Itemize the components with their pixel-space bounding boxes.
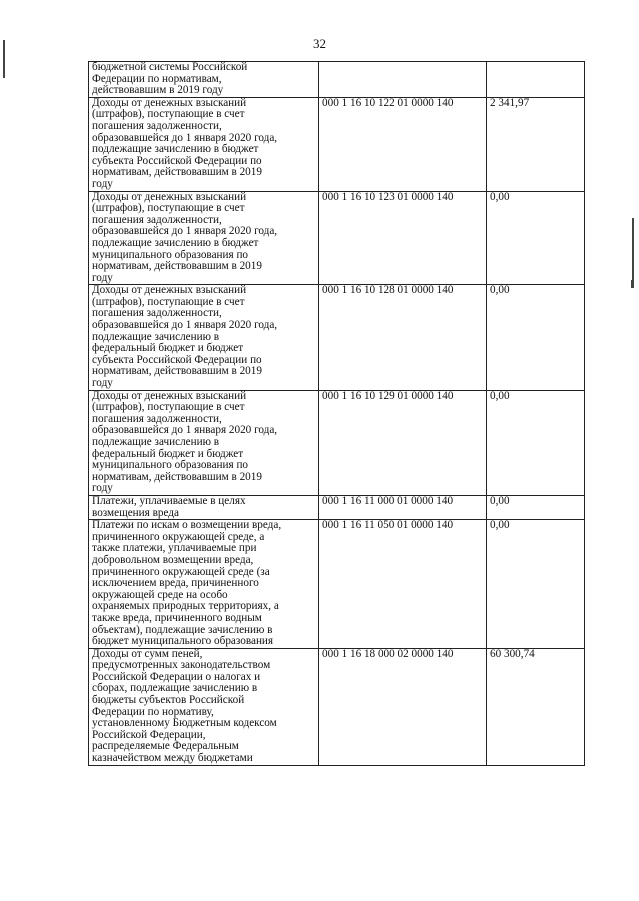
description-line: образовавшейся до 1 января 2020 года, <box>92 424 278 437</box>
description-line: нормативам, действовавшим в 2019 <box>92 365 262 378</box>
description-line: Доходы от денежных взысканий <box>92 97 247 109</box>
revenue-description-cell <box>89 97 319 191</box>
description-line: исключением вреда, причиненного <box>92 577 259 590</box>
revenue-description-cell <box>89 191 319 285</box>
description-line: образовавшейся до 1 января 2020 года, <box>92 131 278 144</box>
description-line: нормативам, действовавшим в 2019 <box>92 260 262 273</box>
description-line: казначейством между бюджетами <box>92 752 253 765</box>
revenue-description-cell <box>89 285 319 390</box>
budget-code-cell: 000 1 16 10 128 01 0000 140 <box>319 285 487 390</box>
scan-edge-mark <box>631 280 633 288</box>
description-line: погашения задолженности, <box>92 119 222 132</box>
description-line: предусмотренных законодательством <box>92 659 271 672</box>
description-line: году <box>92 271 113 284</box>
description-line: нормативам, действовавшим в 2019 <box>92 166 262 179</box>
amount-cell: 0,00 <box>487 285 585 390</box>
description-line: году <box>92 482 113 495</box>
revenue-description-cell <box>89 648 319 765</box>
description-line: Федерации по нормативу, <box>92 705 214 718</box>
description-line: погашения задолженности, <box>92 307 222 320</box>
description-line: погашения задолженности, <box>92 213 222 226</box>
scan-edge-mark <box>632 218 634 288</box>
amount-cell: 0,00 <box>487 390 585 495</box>
amount-cell: 0,00 <box>487 520 585 649</box>
revenue-description-cell <box>89 495 319 519</box>
table-row <box>89 191 585 285</box>
budget-code-cell: 000 1 16 11 050 01 0000 140 <box>319 520 487 649</box>
description-line: бюджет муниципального образования <box>92 635 274 648</box>
description-line: (штрафов), поступающие в счет <box>92 295 245 308</box>
description-line: (штрафов), поступающие в счет <box>92 202 245 215</box>
description-line: установленному Бюджетным кодексом <box>92 717 277 730</box>
revenue-description-cell <box>89 62 319 98</box>
description-line: причиненного окружающей среде (за <box>92 565 270 578</box>
amount-cell <box>487 62 585 98</box>
description-line: Российской Федерации о налогах и <box>92 670 261 683</box>
description-line: причиненного окружающей среде, а <box>92 530 265 543</box>
description-line: Платежи по искам о возмещении вреда, <box>92 519 282 532</box>
description-line: также платежи, уплачиваемые при <box>92 542 257 555</box>
revenue-description-cell <box>89 520 319 649</box>
description-line: также вреда, причиненного водным <box>92 611 262 624</box>
description-line: Доходы от сумм пеней, <box>92 648 203 660</box>
budget-code-cell: 000 1 16 10 129 01 0000 140 <box>319 390 487 495</box>
page-number: 32 <box>313 36 326 51</box>
table-row <box>89 390 585 495</box>
budget-code-cell <box>319 62 487 98</box>
description-line: подлежащие зачислению в бюджет <box>92 236 259 249</box>
amount-cell: 0,00 <box>487 495 585 519</box>
description-line: (штрафов), поступающие в счет <box>92 401 245 414</box>
description-line: охраняемых природных территориях, а <box>92 600 279 613</box>
description-line: Доходы от денежных взысканий <box>92 284 247 297</box>
table-row <box>89 97 585 191</box>
amount-cell: 0,00 <box>487 191 585 285</box>
amount-cell: 2 341,97 <box>487 97 585 191</box>
description-line: подлежащие зачислению в <box>92 436 220 448</box>
description-line: нормативам, действовавшим в 2019 <box>92 470 262 483</box>
description-line: действовавшим в 2019 году <box>92 84 224 97</box>
budget-code-cell: 000 1 16 11 000 01 0000 140 <box>319 495 487 519</box>
budget-code-cell: 000 1 16 18 000 02 0000 140 <box>319 648 487 765</box>
description-line: распределяемые Федеральным <box>92 740 239 753</box>
description-line: субъекта Российской Федерации по <box>92 154 262 167</box>
description-line: муниципального образования по <box>92 459 249 472</box>
description-line: образовавшейся до 1 января 2020 года, <box>92 319 278 332</box>
revenue-table <box>88 61 585 766</box>
budget-code-cell: 000 1 16 10 122 01 0000 140 <box>319 97 487 191</box>
description-line: году <box>92 177 113 190</box>
description-line: добровольном возмещении вреда, <box>92 553 254 566</box>
description-line: подлежащие зачислению в бюджет <box>92 143 259 156</box>
description-line: возмещения вреда <box>92 506 179 519</box>
description-line: федеральный бюджет и бюджет <box>92 447 244 460</box>
budget-code-cell: 000 1 16 10 123 01 0000 140 <box>319 191 487 285</box>
table-row <box>89 62 585 98</box>
table-row <box>89 285 585 390</box>
revenue-description-cell <box>89 390 319 495</box>
description-line: субъекта Российской Федерации по <box>92 353 262 366</box>
table-row <box>89 648 585 765</box>
description-line: Платежи, уплачиваемые в целях <box>92 495 246 507</box>
description-line: Доходы от денежных взысканий <box>92 191 247 203</box>
description-line: бюджетной системы Российской <box>92 61 248 73</box>
table-row <box>89 520 585 649</box>
description-line: образовавшейся до 1 января 2020 года, <box>92 225 278 238</box>
description-line: году <box>92 377 113 390</box>
amount-cell: 60 300,74 <box>487 648 585 765</box>
description-line: окружающей среде на особо <box>92 588 228 601</box>
description-line: подлежащие зачислению в <box>92 330 220 343</box>
description-line: объектам), подлежащие зачислению в <box>92 623 273 636</box>
description-line: бюджеты субъектов Российской <box>92 694 245 707</box>
table-row <box>89 495 585 519</box>
description-line: (штрафов), поступающие в счет <box>92 108 245 121</box>
description-line: Федерации по нормативам, <box>92 72 222 85</box>
description-line: Доходы от денежных взысканий <box>92 390 247 402</box>
description-line: Российской Федерации, <box>92 728 206 741</box>
description-line: муниципального образования по <box>92 248 249 261</box>
scan-edge-mark <box>3 40 5 78</box>
description-line: сборах, подлежащие зачислению в <box>92 682 258 695</box>
description-line: федеральный бюджет и бюджет <box>92 342 244 355</box>
description-line: погашения задолженности, <box>92 412 222 425</box>
